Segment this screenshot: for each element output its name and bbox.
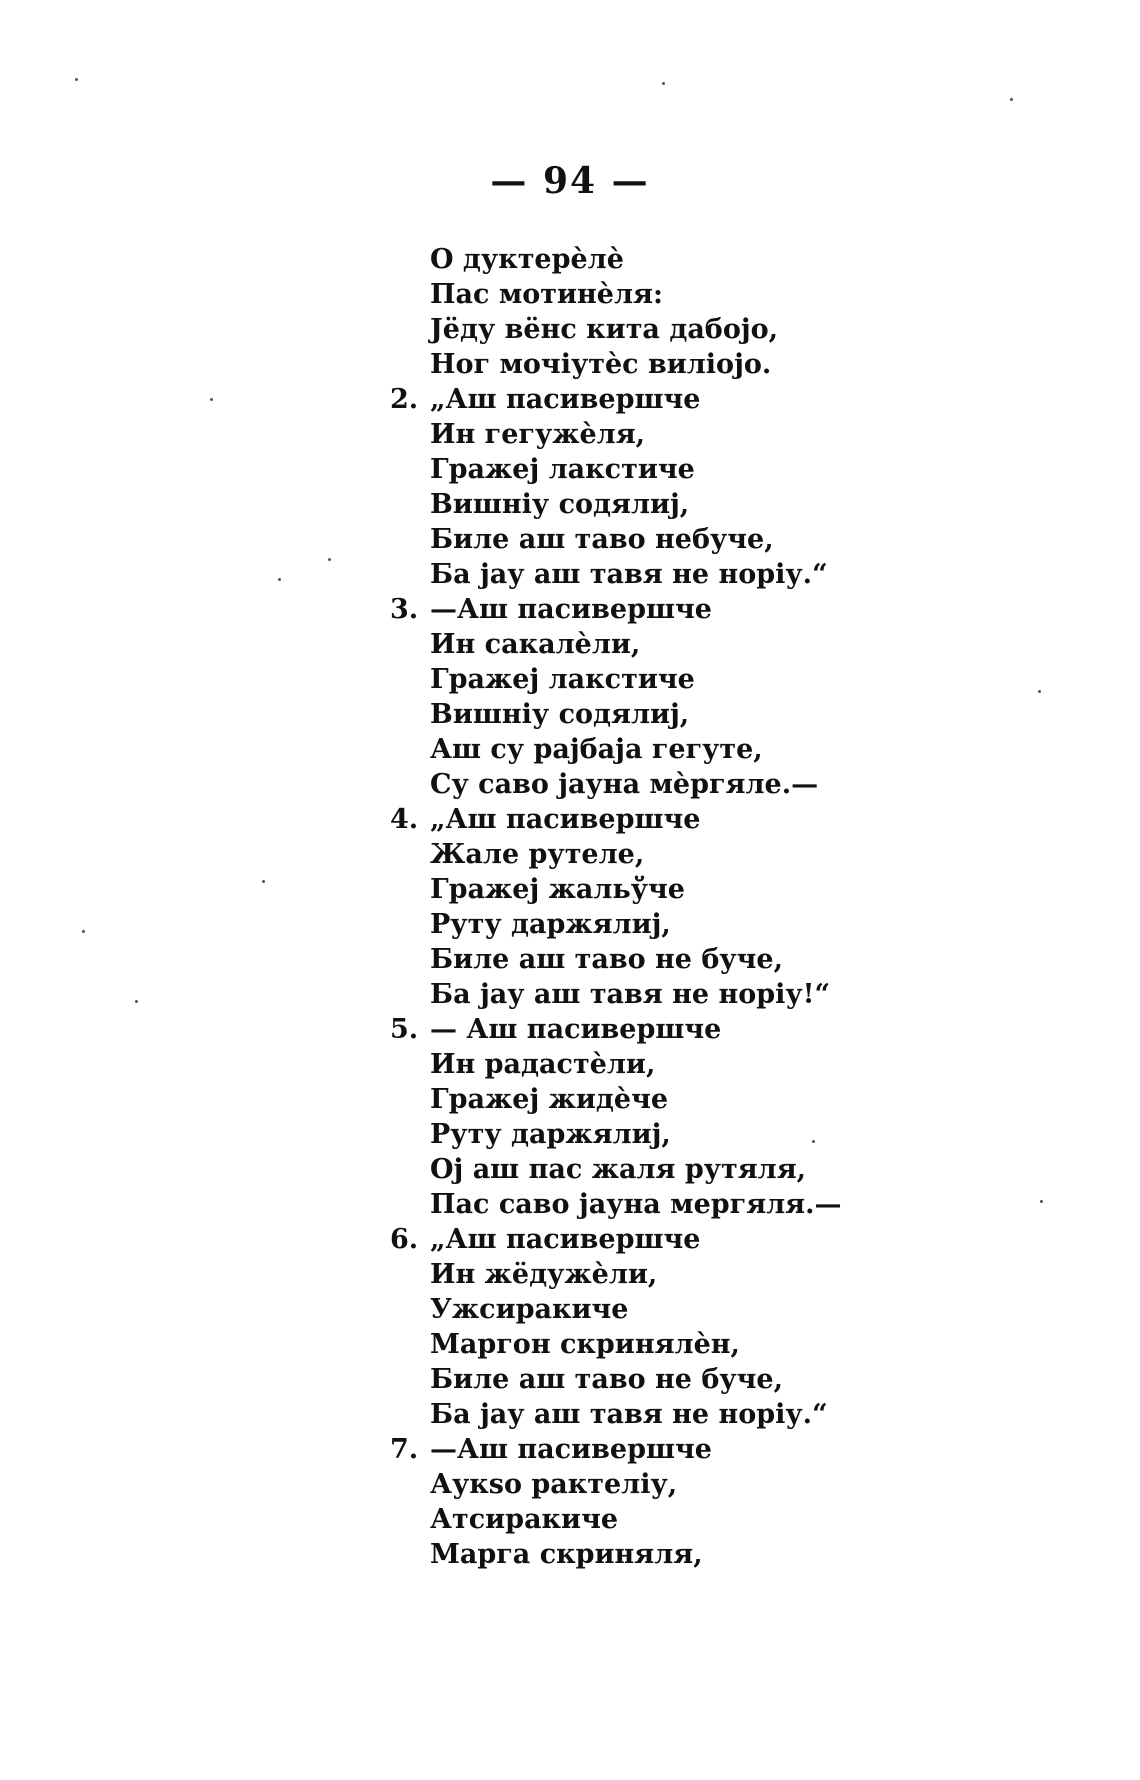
poem-line-text: Маргон скринялѐн, [430, 1329, 740, 1360]
poem-line-text: Ба јау аш тавя не норіу.“ [430, 559, 828, 590]
poem-line [390, 907, 950, 942]
poem-line [390, 1362, 950, 1397]
poem [390, 242, 950, 1572]
poem-line [390, 942, 950, 977]
poem-line-text: Ој аш пас жаля рутяля, [430, 1154, 807, 1185]
scan-speck [812, 1140, 815, 1143]
poem-line [390, 1292, 950, 1327]
poem-line [390, 592, 950, 627]
poem-line [390, 382, 950, 417]
poem-line-text: О дуктерѐлѐ [430, 244, 624, 275]
scan-speck [1040, 1200, 1043, 1203]
poem-line-text: Гражеј лакстиче [430, 664, 695, 695]
poem-line-text: Су саво јауна мѐргяле.— [430, 769, 819, 800]
poem-line [390, 1117, 950, 1152]
poem-line-text: Ба јау аш тавя не норіу.“ [430, 1399, 828, 1430]
scan-speck [82, 930, 85, 933]
poem-line-text: „Аш пасивершче [430, 1224, 701, 1255]
poem-line [390, 1047, 950, 1082]
poem-line-text: Ин радастѐли, [430, 1049, 656, 1080]
poem-line [390, 977, 950, 1012]
poem-line-text: Јёду вёнс кита дабојо, [430, 314, 779, 345]
poem-line [390, 837, 950, 872]
poem-line [390, 1537, 950, 1572]
scan-speck [135, 1000, 138, 1003]
poem-line-text: Вишніу содялиј, [430, 699, 690, 730]
poem-line-text: Ног мочіутѐс виліојо. [430, 349, 772, 380]
poem-line [390, 487, 950, 522]
poem-line-text: Ин сакалѐли, [430, 629, 641, 660]
poem-line [390, 732, 950, 767]
poem-line [390, 802, 950, 837]
scan-speck [278, 578, 281, 581]
poem-line [390, 1257, 950, 1292]
poem-line [390, 312, 950, 347]
poem-line [390, 1432, 950, 1467]
scan-speck [328, 558, 331, 561]
poem-line [390, 1397, 950, 1432]
scan-speck [210, 398, 213, 401]
poem-line-text: Атсиракиче [430, 1504, 619, 1535]
poem-line [390, 1327, 950, 1362]
page-number: — 94 — [490, 160, 650, 202]
stanza-number: 3. [390, 594, 419, 625]
poem-line-text: Руту даржялиј, [430, 909, 671, 940]
poem-line [390, 557, 950, 592]
poem-line-text: — Аш пасивершче [430, 1014, 722, 1045]
poem-line [390, 1187, 950, 1222]
poem-line [390, 872, 950, 907]
poem-line [390, 347, 950, 382]
poem-line [390, 1222, 950, 1257]
poem-line [390, 277, 950, 312]
stanza-number: 2. [390, 384, 419, 415]
poem-line [390, 417, 950, 452]
poem-line-text: Биле аш таво не буче, [430, 1364, 783, 1395]
stanza-number: 4. [390, 804, 419, 835]
poem-line-text: Ин гегужѐля, [430, 419, 646, 450]
poem-line-text: Марга скриняля, [430, 1539, 703, 1570]
scan-speck [662, 82, 665, 85]
poem-line-text: Ужсиракиче [430, 1294, 629, 1325]
scan-speck [1010, 98, 1013, 101]
poem-line-text: Вишніу содялиј, [430, 489, 690, 520]
poem-line-text: Гражеј жальўче [430, 874, 685, 905]
poem-line-text: Ба јау аш тавя не норіу!“ [430, 979, 831, 1010]
scan-speck [262, 880, 265, 883]
poem-line [390, 1467, 950, 1502]
stanza-number: 6. [390, 1224, 419, 1255]
poem-line [390, 697, 950, 732]
poem-line-text: Жале рутеле, [430, 839, 645, 870]
poem-line-text: Аш су рајбаја гегуте, [430, 734, 763, 765]
poem-line-text: Биле аш таво не буче, [430, 944, 783, 975]
poem-line-text: Руту даржялиј, [430, 1119, 671, 1150]
poem-line-text: —Аш пасивершче [430, 594, 712, 625]
poem-line [390, 1152, 950, 1187]
poem-line [390, 1082, 950, 1117]
poem-line-text: Биле аш таво небуче, [430, 524, 774, 555]
poem-line [390, 242, 950, 277]
poem-line [390, 767, 950, 802]
poem-line-text: „Аш пасивершче [430, 384, 701, 415]
poem-line-text: „Аш пасивершче [430, 804, 701, 835]
poem-line-text: Гражеј лакстиче [430, 454, 695, 485]
poem-line [390, 1012, 950, 1047]
poem-line [390, 627, 950, 662]
poem-line [390, 1502, 950, 1537]
stanza-number: 7. [390, 1434, 419, 1465]
poem-line-text: —Аш пасивершче [430, 1434, 712, 1465]
poem-line [390, 522, 950, 557]
poem-line-text: Пас саво јауна мергяля.— [430, 1189, 842, 1220]
poem-line [390, 662, 950, 697]
poem-line [390, 452, 950, 487]
poem-line-text: Пас мотинѐля: [430, 279, 663, 310]
scan-speck [1038, 690, 1041, 693]
stanza-number: 5. [390, 1014, 419, 1045]
poem-line-text: Гражеј жидѐче [430, 1084, 669, 1115]
poem-line-text: Аукѕо рактеліу, [430, 1469, 678, 1500]
poem-line-text: Ин жёдужѐли, [430, 1259, 658, 1290]
scan-speck [75, 78, 78, 81]
